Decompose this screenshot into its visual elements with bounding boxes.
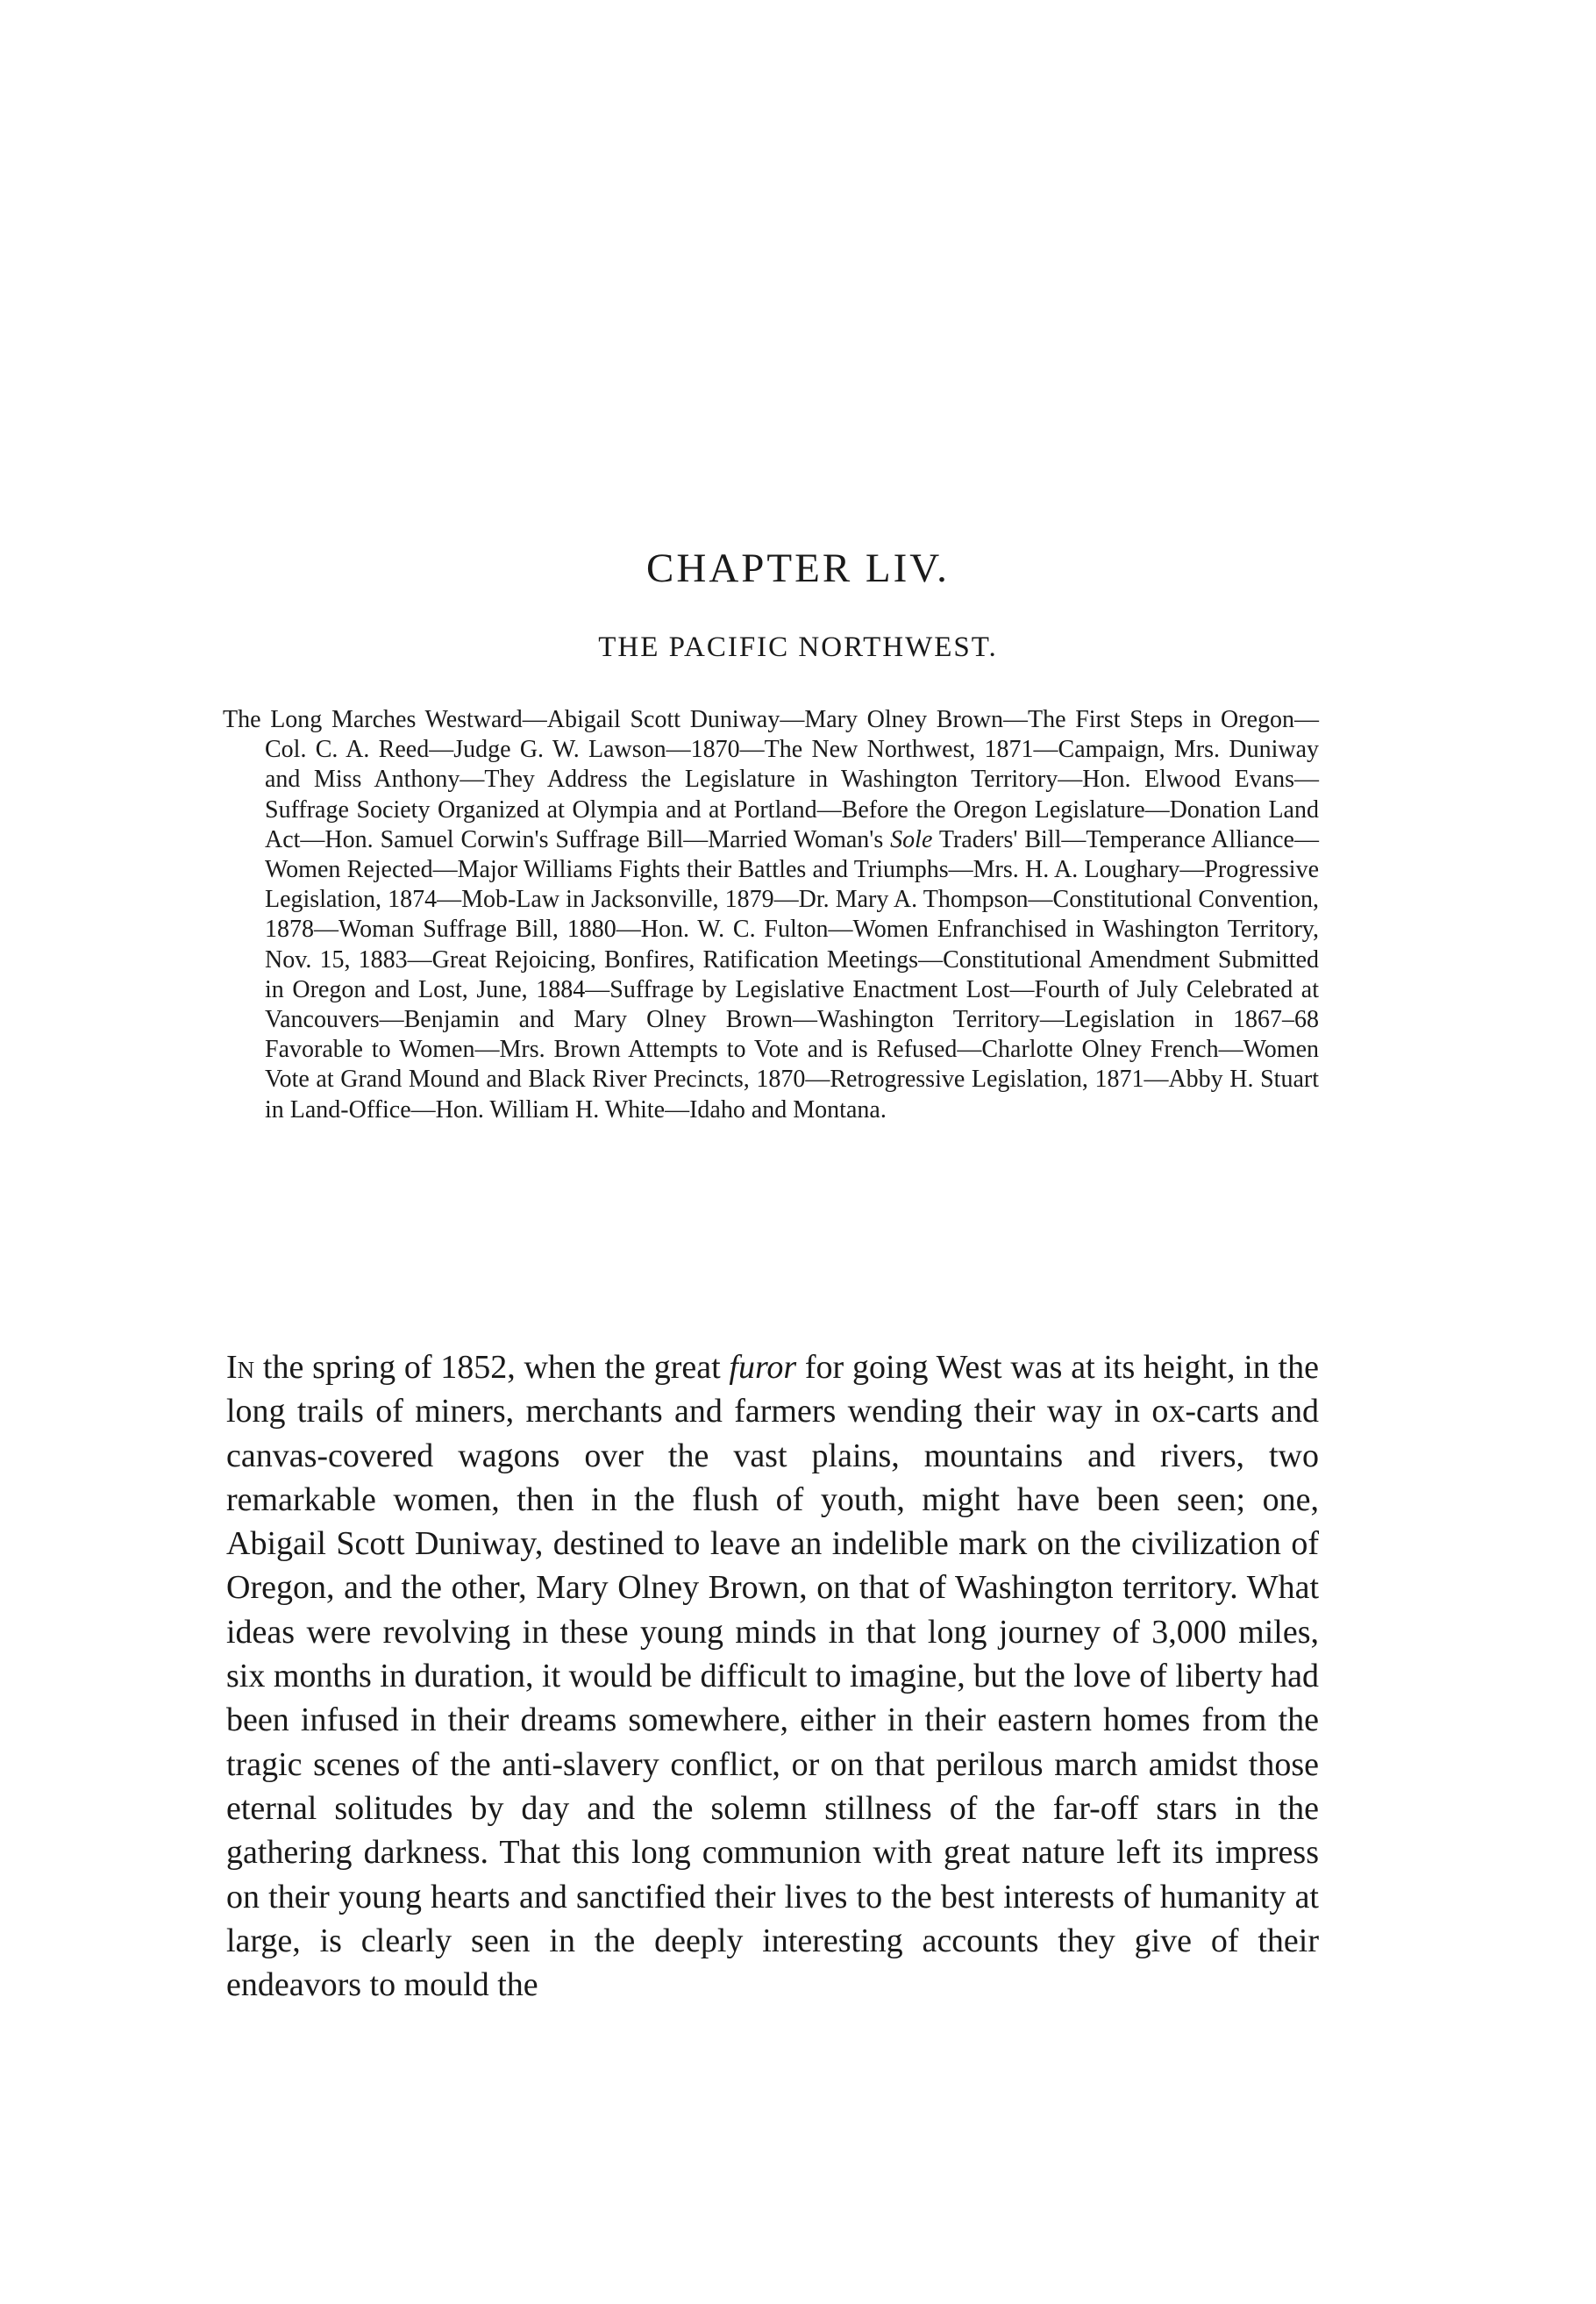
synopsis-text-part-1: The Long Marches Westward—Abigail Scott Duniway—Mary Olney Brown—The First Steps in Oregon—Col. C. A. Reed—Judge G. W. Lawson—1870—The New Northwest, 1871—Campaign, Mrs. Duniway and Miss Anthony—They Address the Legislature in Washington Territory—Hon. Elwood Evans—Suffrage Society Organized at Olympia and at Portland—Before the Oregon Legislature—Donation Land Act—Hon. Samuel Corwin's Suffrage Bill—Married Woman's	[223, 706, 1319, 853]
opening-word: In	[226, 1349, 255, 1386]
body-text-part-2: for going West was at its height, in the long trails of miners, merchants and farmers wending their way in ox-carts and canvas-covered wagons over the vast plains, mountains and rivers, two remarkable women, then in the flush of youth, might have been seen; one, Abigail Scott Duniway, destined to leave an indelible mark on the civilization of Oregon, and the other, Mary Olney Brown, on that of Washington territory. What ideas were revolving in these young minds in that long journey of 3,000 miles, six months in duration, it would be difficult to imagine, but the love of liberty had been infused in their dreams somewhere, either in their eastern homes from the tragic scenes of the anti-slavery conflict, or on that perilous march amidst those eternal solitudes by day and the solemn stillness of the far-off stars in the gathering darkness. That this long communion with great nature left its impress on their young hearts and sanctified their lives to the best interests of humanity at large, is clearly seen in the deeply interesting accounts they give of their endeavors to mould the	[226, 1349, 1319, 2004]
chapter-title: THE PACIFIC NORTHWEST.	[598, 631, 998, 663]
chapter-synopsis	[223, 705, 1319, 1125]
synopsis-italic-word: Sole	[890, 825, 933, 853]
chapter-heading: CHAPTER LIV.	[646, 546, 950, 591]
body-text-part-1: the spring of 1852, when the great	[254, 1349, 730, 1386]
body-italic-word: furor	[729, 1349, 797, 1386]
synopsis-text-part-2: Traders' Bill—Temperance Alliance—Women Rejected—Major Williams Fights their Battles and Triumphs—Mrs. H. A. Loughary—Progressive Legislation, 1874—Mob-Law in Jacksonville, 1879—Dr. Mary A. Thompson—Constitutional Convention, 1878—Woman Suffrage Bill, 1880—Hon. W. C. Fulton—Women Enfranchised in Washington Territory, Nov. 15, 1883—Great Rejoicing, Bonfires, Ratification Meetings—Constitutional Amendment Submitted in Oregon and Lost, June, 1884—Suffrage by Legislative Enactment Lost—Fourth of July Celebrated at Vancouvers—Benjamin and Mary Olney Brown—Washington Territory—Legislation in 1867–68 Favorable to Women—Mrs. Brown Attempts to Vote and is Refused—Charlotte Olney French—Women Vote at Grand Mound and Black River Precincts, 1870—Retrogressive Legislation, 1871—Abby H. Stuart in Land-Office—Hon. William H. White—Idaho and Montana.	[265, 825, 1319, 1123]
body-paragraph	[226, 1345, 1319, 2007]
